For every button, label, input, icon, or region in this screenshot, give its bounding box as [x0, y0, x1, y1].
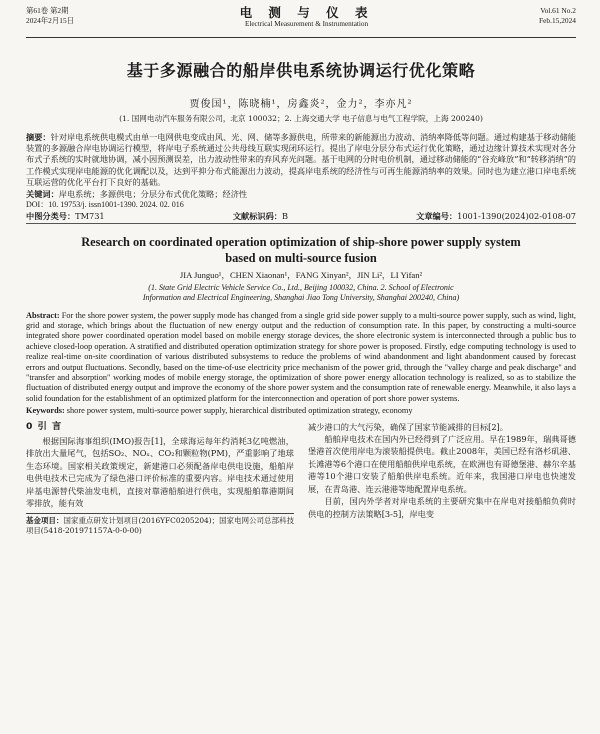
- keywords-cn: [26, 189, 576, 200]
- article-number: [416, 211, 576, 222]
- article-no-value: 1001-1390(2024)02-0108-07: [457, 210, 576, 221]
- header-right: [539, 6, 576, 26]
- abstract-en-label: Abstract:: [26, 310, 60, 320]
- document-code: [233, 211, 288, 222]
- clc-label: 中图分类号：: [26, 210, 76, 221]
- doc-code-value: B: [281, 210, 288, 221]
- affiliation-cn: (1. 国网电动汽车服务有限公司，北京 100032；2. 上海交通大学 电子信息与电气工程学院，上海 200240): [119, 114, 483, 123]
- abstract-cn-label: 摘要：: [26, 132, 51, 142]
- body-right-column: [308, 421, 576, 536]
- keywords-en-text: shore power system, multi-source power supply, hierarchical distributed optimization strategy, economy: [66, 406, 413, 416]
- body-columns: [26, 421, 576, 536]
- title-en-line-2: based on multi-source fusion: [225, 250, 377, 265]
- abstract-en-text: For the shore power system, the power supply mode has changed from a single grid side power supply to a multi-source power supply, such as wind, light, grid and storage, which brings about the fluctuation of new energy output and the reduction of consumption rate. In this paper, by constructing a multi-source integrated shore power coordinated operation model based on mobile energy storage devices, the shore electronic system is interconnected through a public bus to achieve closed-loop operation. A stratified and distributed operation optimization strategy for shore power is proposed. Firstly, edge computing technology is used to realize real-time on-site coordination of various distributed subsystems to reduce the problems of wind abandonment and light abandonment caused by forecast errors and output fluctuations. Secondly, based on the time-of-use electricity price mechanism of the power grid, through the "valley charge and peak discharge" and "transfer and absorption" working modes of mobile energy storage, the optimization of shore power energy allocation technology is realized, so as to stabilize the fluctuation of distributed energy output and improve the economy of the shore power system and the consumption rate of renewable energy. Meanwhile, it also lays a solid foundation for the establishment of an optimized platform for the interconnection and operation of port shore power systems.: [26, 310, 576, 403]
- running-header: [26, 6, 576, 36]
- body-left-column: [26, 421, 294, 536]
- doi-line: DOI：10. 19753/j. issn1001-1390. 2024. 02. 016: [26, 200, 184, 210]
- affiliation-en-line-2: Information and Electrical Engineering, Shanghai Jiao Tong University, Shanghai 200240, China): [142, 293, 460, 303]
- intro-paragraph-1-continued: 减少港口的大气污染，确保了国家节能减排的目标[2]。: [308, 421, 508, 432]
- intro-paragraph-2: 船舶岸电技术在国内外已经得到了广泛应用。早在1989年，瑞典哥德堡港首次使用岸电为滚装船提供电。截止2008年，美国已经有洛杉矶港、长滩港等6个港口在使用船舶供岸电系统，在欧洲也有哥德堡港、赫尔辛基港等10个港口安装了船舶供岸电系统。近年来，我国港口岸电也快速发展，在青岛港、连云港港等地配置岸电系统。: [308, 434, 576, 494]
- keywords-en: [26, 406, 576, 417]
- publication-date-cn: 2024年2月15日: [26, 16, 75, 25]
- article-no-label: 文章编号：: [416, 210, 458, 221]
- abstract-cn-text: 针对岸电系统供电模式由单一电网供电变成由风、光、网、储等多源供电，所带来的新能源出力波动、消纳率降低等问题。通过构建基于移动储能装置的多源融合岸电协调运行模型，将岸电子系统通过公共母线互联实现闭环运行。提出了岸电分层分布式运行优化策略，通过边缘计算技术实现对各分布式子系统的实时就地协调，减小因预测误差，出力波动性带来的弃风弃光问题。基于电网的分时电价机制，通过移动储能的“谷充峰放”和“转移消纳”的工作模式实现岸电能源的优化调配以及，达到平抑分布式能源出力波动，提高岸电系统的经济性与可再生能源消纳率的效果。同时也为建立港口岸电系统互联运营的优化平台打下良好的基础。: [26, 132, 576, 187]
- keywords-cn-text: 岸电系统；多源供电；分层分布式优化策略；经济性: [58, 189, 248, 200]
- header-rule: [26, 37, 576, 38]
- abstract-separator-rule: [26, 223, 576, 224]
- volume-issue-cn: 第61卷 第2期: [26, 6, 69, 15]
- doc-code-label: 文献标识码：: [232, 210, 282, 221]
- publication-date-en: Feb.15,2024: [539, 16, 576, 25]
- funding-footnote: [26, 513, 294, 536]
- funding-text: 国家重点研发计划项目(2016YFC0205204)；国家电网公司总部科技项目(5418-201971157A-0-0-00): [26, 515, 294, 535]
- funding-label: 基金项目：: [26, 515, 64, 525]
- clc-number: [26, 211, 105, 222]
- journal-title-en: Electrical Measurement & Instrumentation: [244, 20, 369, 28]
- journal-name: [240, 6, 374, 29]
- section-heading-introduction: 0 引 言: [26, 420, 63, 432]
- affiliation-en: [26, 283, 576, 304]
- keywords-en-label: Keywords:: [26, 406, 65, 416]
- keywords-cn-label: 关键词：: [26, 189, 59, 200]
- paper-title-cn: 基于多源融合的船岸供电系统协调运行优化策略: [126, 61, 476, 80]
- paper-title-en: [26, 234, 576, 266]
- clc-value: TM731: [75, 210, 105, 221]
- classification-row: [26, 211, 576, 222]
- intro-paragraph-3: 目前，国内外学者对岸电系统的主要研究集中在岸电对接船舶负荷时供电的控制方法策略[3-5]，岸电变: [308, 496, 576, 519]
- abstract-en: [26, 311, 576, 405]
- authors-cn: 贾俊国¹，陈晓楠¹，房鑫炎²，金力²，李亦凡²: [189, 99, 413, 110]
- title-en-line-1: Research on coordinated operation optimization of ship-shore power supply system: [81, 234, 521, 249]
- header-left: [26, 6, 74, 26]
- intro-paragraph-1: 根据国际海事组织(IMO)报告[1]，全球海运每年约消耗3亿吨燃油，排放出大量尾气，包括SO₂、NOₓ、CO₂和颗粒物(PM)，严重影响了地球生态环境。国家相关政策规定，新建港口必须配备岸电供电设施，船舶岸电供电技术已完成为了绿色港口评价标准的重要内容。岸电技术通过使用岸基电源替代柴油发电机，直接对靠港船舶进行供电，实现船舶靠港期间零排放，能有效: [26, 436, 294, 509]
- affiliation-en-line-1: (1. State Grid Electric Vehicle Service Co., Ltd., Beijing 100032, China. 2. School of Electronic: [148, 282, 454, 292]
- abstract-cn: [26, 132, 576, 188]
- journal-title-cn: 电 测 与 仪 表: [239, 5, 374, 20]
- authors-en: JIA Junguo¹，CHEN Xiaonan¹，FANG Xinyan²，JIN Li²，LI Yifan²: [179, 269, 423, 280]
- volume-issue-en: Vol.61 No.2: [540, 6, 576, 15]
